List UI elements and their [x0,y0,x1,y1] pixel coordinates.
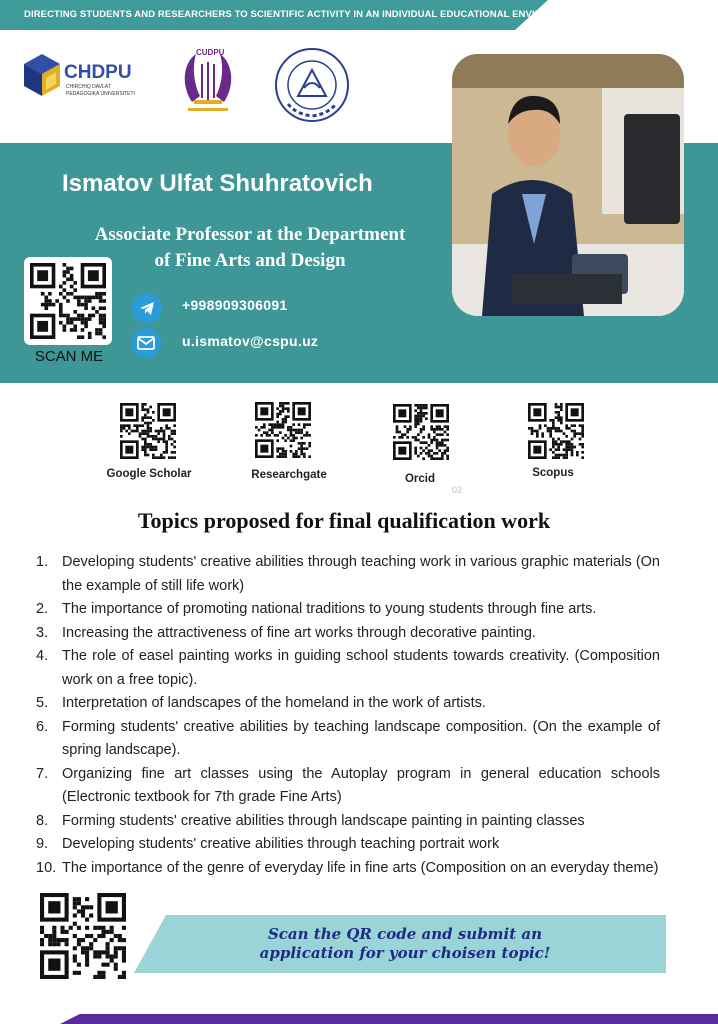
topic-text: Organizing fine art classes using the Autoplay program in general education schools (Electronic textbook for 7th grade Fine Arts) [62,765,660,805]
topic-text: Developing students' creative abilities through teaching portrait work [62,836,500,852]
faculty-seal-logo [268,44,356,126]
topic-item [36,622,660,646]
topic-number: 4. [36,648,49,664]
cudpu-logo [178,44,238,118]
phone-number[interactable]: +998909306091 [182,297,288,313]
orcid-label: Orcid [404,473,436,485]
chdpu-logo-subtitle-1: CHIRCHIQ DAVLAT [66,84,111,90]
profile-photo [452,54,684,316]
topic-number: 6. [36,718,49,735]
topic-item [36,551,660,598]
scopus-qr[interactable] [528,403,584,459]
topic-text: Increasing the attractiveness of fine art works through decorative painting. [62,624,536,641]
researchgate-label: Researchgate [251,469,327,481]
topic-text: Forming students' creative abilities through landscape painting in painting classes [62,812,585,829]
scan-me-label: SCAN ME [34,348,104,365]
google-scholar-qr[interactable] [120,403,176,459]
topics-list [36,551,660,880]
email-address[interactable]: u.ismatov@cspu.uz [182,333,319,349]
profile-qr-code[interactable] [24,257,112,345]
topic-item [36,598,660,622]
mail-icon[interactable] [131,328,161,358]
topic-item [36,716,660,763]
topic-number: 3. [36,624,49,641]
topic-number: 9. [36,836,49,852]
topic-item [36,810,660,834]
topic-text: The importance of promoting national traditions to young students through fine arts. [62,601,597,617]
top-banner-text: DIRECTING STUDENTS AND RESEARCHERS TO SCIENTIFIC ACTIVITY IN AN INDIVIDUAL EDUCATIONAL ENVIRONMENT [24,9,584,20]
scopus-label: Scopus [532,467,574,479]
position-line-2: of Fine Arts and Design [154,250,346,271]
cta-line-2: application for your choisen topic! [259,944,551,962]
chdpu-logo-name: CHDPU [64,62,132,83]
topic-number: 1. [36,554,49,570]
topics-title: Topics proposed for final qualification work [137,508,551,533]
topic-number: 2. [36,601,49,617]
researchgate-qr[interactable] [255,402,311,458]
topic-number: 8. [36,812,49,829]
topic-text: The role of easel painting works in guiding school students towards creativity. (Composition work on a free topic). [62,648,660,688]
cta-text [180,925,630,963]
qr-code-icon [30,263,106,339]
topic-item [36,857,660,881]
topic-text: Developing students' creative abilities through teaching work in various graphic materials (On the example of still life work) [62,554,660,594]
orcid-qr[interactable] [393,404,449,460]
chdpu-logo [20,50,150,102]
topic-item [36,645,660,692]
google-scholar-label: Google Scholar [106,468,192,480]
profile-name: Ismatov Ulfat Shuhratovich [62,170,373,197]
topic-text: Interpretation of landscapes of the homeland in the work of artists. [62,695,486,711]
faculty-seal-icon [268,44,356,126]
bottom-stripe [60,1014,718,1024]
page-number: 02 [452,485,463,495]
topic-number: 10. [36,859,57,876]
telegram-icon[interactable] [132,293,162,323]
topic-item [36,692,660,716]
topic-item [36,763,660,810]
topic-item [36,833,660,857]
topic-number: 5. [36,695,49,711]
application-qr-code[interactable] [40,893,126,979]
topic-number: 7. [36,765,49,782]
cta-line-1: Scan the QR code and submit an [267,925,543,943]
position-line-1: Associate Professor at the Department [94,224,406,245]
cudpu-logo-name: CUDPU [196,48,225,57]
chdpu-logo-subtitle-2: PEDAGOGIKA UNIVERSITETI [66,91,135,97]
topic-text: The importance of the genre of everyday life in fine arts (Composition on an everyday theme) [62,859,659,876]
topic-text: Forming students' creative abilities by teaching landscape composition. (On the example of spring landscape). [62,718,660,758]
